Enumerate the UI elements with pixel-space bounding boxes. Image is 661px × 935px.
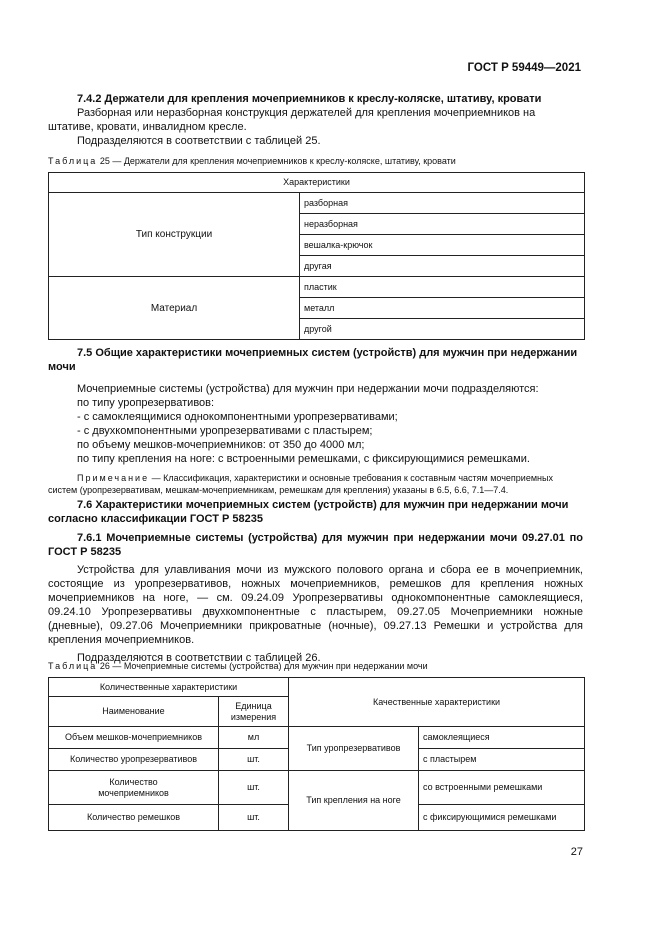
paragraph: Подразделяются в соответствии с таблицей 26. [77,652,321,664]
standard-number: ГОСТ Р 59449—2021 [467,62,581,74]
paragraph: по типу уропрезервативов: [77,397,215,409]
paragraph: Разборная или неразборная конструкция держателей для крепления мочеприемников на штативе, кровати, инвалидном кресле. [48,107,536,133]
note [48,472,583,496]
table-header: Единица измерения [219,697,289,727]
table-cell: другая [300,256,585,277]
table-cell: Тип уропрезервативов [289,727,419,771]
paragraph: Мочеприемные системы (устройства) для мужчин при недержании мочи подразделяются: [77,383,539,395]
caption-text: 26 — Мочеприемные системы (устройства) для мужчин при недержании мочи [99,661,428,671]
section-7-5 [48,346,583,496]
table-cell: мл [219,727,289,749]
note-text: — Классификация, характеристики и основные требования к составным частям мочеприемных систем (уропрезервативам, мешкам-мочеприемникам, ремешкам для крепления) указаны в 6.5, 6.6, 7.1—7.4. [48,473,553,495]
table-cell: Количество мочеприемников [49,771,219,805]
table-cell: Количество уропрезервативов [49,749,219,771]
table-26 [48,677,585,831]
table-26-caption [48,660,583,672]
paragraph: Подразделяются в соответствии с таблицей 25. [77,135,321,147]
table-cell: шт. [219,749,289,771]
section-heading: 7.4.2 Держатели для крепления мочеприемников к креслу-коляске, штативу, кровати [77,93,542,105]
table-cell: металл [300,298,585,319]
paragraph: Устройства для улавливания мочи из мужского полового органа и сбора ее в мочеприемник, состоящие из уропрезервативов, ножных мочеприемников, ремешков для крепления ножных мочеприемников на ноге, — см. 09.24.09 Уропрезервативы однокомпонентные самоклеящиеся, 09.24.10 Уропрезервативы двухкомпонентные с пластырем, 09.27.05 Мочеприемники ножные (дневные), 09.27.06 Мочеприемники прикроватные (ночные), 09.27.13 Ремешки и устройства для крепления мочеприемников. [48,564,583,646]
row-group-name: Материал [49,277,300,340]
table-cell: другой [300,319,585,340]
table-cell: Тип крепления на ноге [289,771,419,831]
table-cell: с пластырем [419,749,585,771]
table-header: Характеристики [49,173,585,193]
table-cell: Количество ремешков [49,805,219,831]
section-7-6 [48,498,583,526]
table-cell: пластик [300,277,585,298]
section-heading: 7.6.1 Мочеприемные системы (устройства) для мужчин при недержании мочи 09.27.01 по ГОСТ Р 58235 [48,532,583,558]
section-7-4-2 [48,92,583,148]
page-number: 27 [570,846,583,858]
row-group-name: Тип конструкции [49,193,300,277]
table-cell: шт. [219,805,289,831]
table-25 [48,172,585,340]
table-header: Наименование [49,697,219,727]
paragraph: по типу крепления на ноге: с встроенными ремешками, с фиксирующимися ремешками. [77,453,530,465]
paragraph: - с самоклеящимися однокомпонентными уропрезервативами; [77,411,398,423]
table-cell: шт. [219,771,289,805]
section-heading: 7.6 Характеристики мочеприемных систем (устройств) для мужчин при недержании мочи согласно классификации ГОСТ Р 58235 [48,499,569,525]
table-cell: разборная [300,193,585,214]
caption-label: Таблица [48,661,98,671]
table-cell: вешалка-крючок [300,235,585,256]
table-cell: самоклеящиеся [419,727,585,749]
table-cell: с фиксирующимися ремешками [419,805,585,831]
section-heading: 7.5 Общие характеристики мочеприемных систем (устройств) для мужчин при недержании мочи [48,347,578,373]
paragraph: по объему мешков-мочеприемников: от 350 до 4000 мл; [77,439,365,451]
table-header: Количественные характеристики [49,678,289,697]
table-cell: Объем мешков-мочеприемников [49,727,219,749]
table-cell: со встроенными ремешками [419,771,585,805]
note-label: Примечание [77,473,150,483]
section-7-6-1 [48,531,583,665]
caption-text: 25 — Держатели для крепления мочеприемников к креслу-коляске, штативу, кровати [99,156,456,166]
table-cell: неразборная [300,214,585,235]
caption-label: Таблица [48,156,98,166]
table-header: Качественные характеристики [289,678,585,727]
table-25-caption [48,155,583,167]
paragraph: - с двухкомпонентными уропрезервативами с пластырем; [77,425,373,437]
